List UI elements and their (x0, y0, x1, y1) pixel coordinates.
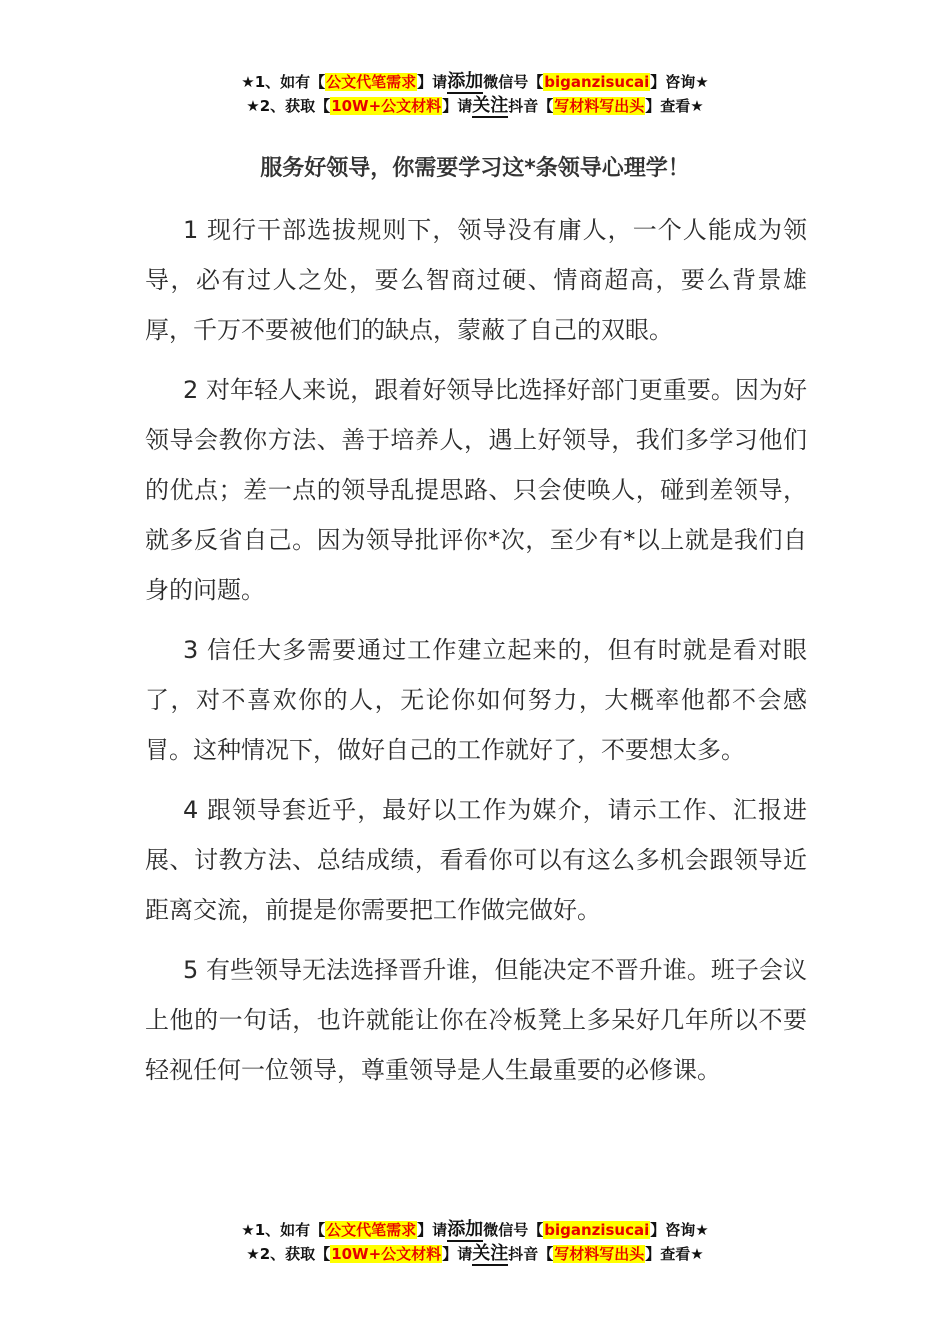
highlight-materials: 10W+公文材料 (331, 97, 442, 115)
emphasis-text: 关注 (472, 95, 509, 116)
emphasis-text: 添加 (447, 71, 484, 92)
banner-text: ★2、获取【 (246, 97, 331, 115)
emphasis-text: 添加 (447, 1219, 484, 1240)
footer-banner (0, 1218, 950, 1266)
banner-text: 】请 (417, 73, 448, 91)
header-banner (0, 70, 950, 118)
paragraph-3: 3 信任大多需要通过工作建立起来的，但有时就是看对眼了，对不喜欢你的人，无论你如何努力，大概率他都不会感冒。这种情况下，做好自己的工作就好了，不要想太多。 (145, 636, 807, 764)
banner-text: 】请 (442, 97, 473, 115)
document-title: 服务好领导，你需要学习这*条领导心理学！ (260, 156, 690, 181)
banner-text: 抖音【 (508, 1245, 554, 1263)
banner-line-2 (0, 1242, 950, 1266)
banner-text: 】咨询★ (650, 73, 709, 91)
banner-text: 】查看★ (645, 1245, 704, 1263)
banner-text: 】查看★ (645, 97, 704, 115)
banner-text: ★1、如有【 (241, 1221, 326, 1239)
banner-text: 微信号【 (483, 1221, 544, 1239)
banner-text: ★1、如有【 (241, 73, 326, 91)
banner-text: 】咨询★ (650, 1221, 709, 1239)
banner-text: 】请 (442, 1245, 473, 1263)
banner-line-1 (0, 1218, 950, 1242)
banner-text: 】请 (417, 1221, 448, 1239)
paragraph-1: 1 现行干部选拔规则下，领导没有庸人，一个人能成为领导，必有过人之处，要么智商过硬、情商超高，要么背景雄厚，千万不要被他们的缺点，蒙蔽了自己的双眼。 (145, 216, 807, 344)
highlight-douyin-account: 写材料写出头 (554, 97, 645, 115)
paragraph-2: 2 对年轻人来说，跟着好领导比选择好部门更重要。因为好领导会教你方法、善于培养人，遇上好领导，我们多学习他们的优点；差一点的领导乱提思路、只会使唤人，碰到差领导，就多反省自己。因为领导批评你*次，至少有*以上就是我们自身的问题。 (145, 376, 807, 604)
highlight-wechat-id: biganzisucai (544, 1221, 650, 1239)
document-body (145, 205, 807, 1105)
banner-text: 抖音【 (508, 97, 554, 115)
highlight-wechat-id: biganzisucai (544, 73, 650, 91)
highlight-douyin-account: 写材料写出头 (554, 1245, 645, 1263)
highlight-service: 公文代笔需求 (326, 1221, 417, 1239)
emphasis-text: 关注 (472, 1243, 509, 1264)
banner-line-2 (0, 94, 950, 118)
banner-text: ★2、获取【 (246, 1245, 331, 1263)
banner-line-1 (0, 70, 950, 94)
highlight-materials: 10W+公文材料 (331, 1245, 442, 1263)
highlight-service: 公文代笔需求 (326, 73, 417, 91)
banner-text: 微信号【 (483, 73, 544, 91)
paragraph-4: 4 跟领导套近乎，最好以工作为媒介，请示工作、汇报进展、讨教方法、总结成绩，看看你可以有这么多机会跟领导近距离交流，前提是你需要把工作做完做好。 (145, 796, 807, 924)
paragraph-5: 5 有些领导无法选择晋升谁，但能决定不晋升谁。班子会议上他的一句话，也许就能让你在冷板凳上多呆好几年所以不要轻视任何一位领导，尊重领导是人生最重要的必修课。 (145, 956, 807, 1084)
